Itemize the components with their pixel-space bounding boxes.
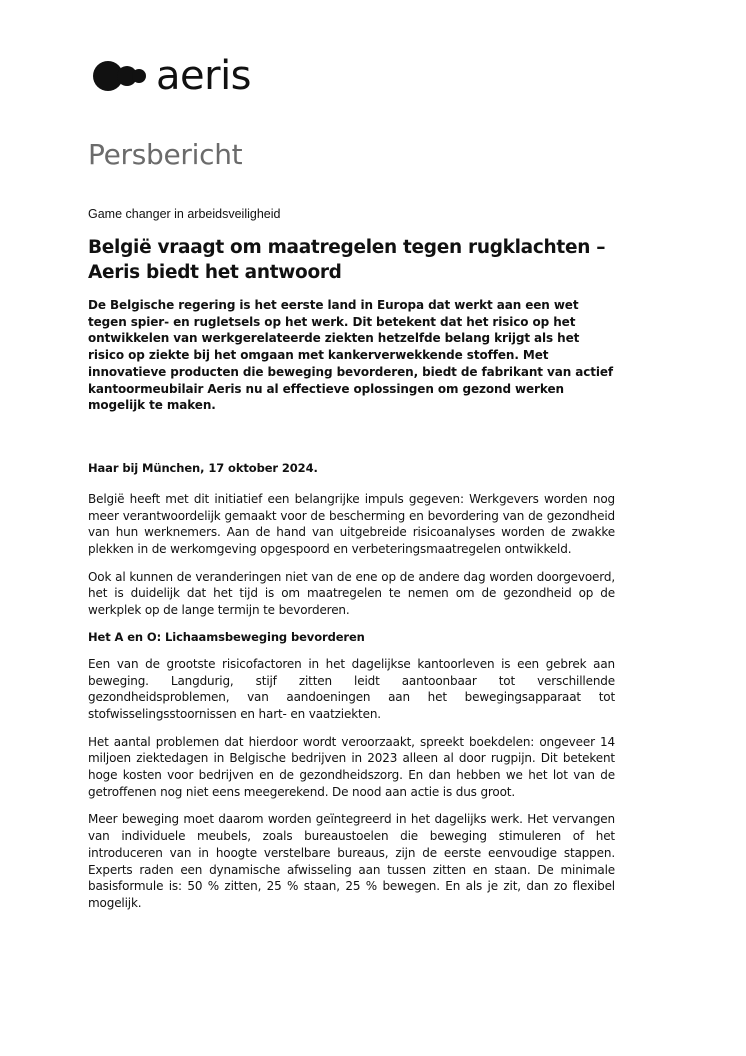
paragraph: Het aantal problemen dat hierdoor wordt veroorzaakt, spreekt boekdelen: ongeveer 14 miljoen ziektedagen in Belgische bedrijven in 2023 alleen al door rugpijn. Dit betekent hoge kosten voor bedrijven en de gezondheidszorg. En dan hebben we het lot van de getroffenen nog niet eens meegerekend. De nood aan actie is dus groot. [88,734,615,799]
brand-name: aeris [156,53,252,99]
lead-paragraph: De Belgische regering is het eerste land in Europa dat werkt aan een wet tegen spier- en rugletsels op het werk. Dit betekent dat het risico op het ontwikkelen van werkgerelateerde ziekten hetzelfde belang krijgt als het risico op ziekte bij het omgaan met kankerverwekkende stoffen. Met innovatieve producten die beweging bevorderen, biedt de fabrikant van actief kantoormeubilair Aeris nu al effectieve oplossingen om gezond werken mogelijk te maken. [88,298,614,413]
dateline: Haar bij München, 17 oktober 2024. [88,460,318,475]
paragraph: Ook al kunnen de veranderingen niet van de ene op de andere dag worden doorgevoerd, het is duidelijk dat het tijd is om maatregelen te nemen om de gezondheid op de werkplek op de lange termijn te bevorderen. [88,569,615,618]
paragraph: België heeft met dit initiatief een belangrijke impuls gegeven: Werkgevers worden nog meer verantwoordelijk gemaakt voor de bescherming en bevordering van de gezondheid van hun werknemers. Aan de hand van uitgebreide risicoanalyses worden de zwakke plekken in de werkomgeving opgespoord en verbeteringsmaatregelen ontwikkeld. [88,491,615,557]
section-heading: Het A en O: Lichaamsbeweging bevorderen [88,629,365,644]
document-type: Persbericht [88,138,243,171]
paragraph: Een van de grootste risicofactoren in het dagelijkse kantoorleven is een gebrek aan beweging. Langdurig, stijf zitten leidt aantoonbaar tot verschillende gezondheidsproblemen, van aandoeningen aan het bewegingsapparaat tot stofwisselingsstoornissen en hart- en vaatziekten. [88,656,615,721]
aeris-logo-mark-icon [90,56,148,96]
headline: België vraagt om maatregelen tegen rugklachten – Aeris biedt het antwoord [88,237,606,283]
brand-logo [90,54,251,98]
article-body [88,207,615,923]
paragraph: Meer beweging moet daarom worden geïntegreerd in het dagelijks werk. Het vervangen van individuele meubels, zoals bureaustoelen die beweging stimuleren of het introduceren van in hoogte verstelbare bureaus, zijn de eerste eenvoudige stappen. Experts raden een dynamische afwisseling aan tussen zitten en staan. De minimale basisformule is: 50 % zitten, 25 % staan, 25 % bewegen. En als je zit, dan zo flexibel mogelijk. [88,812,615,910]
kicker: Game changer in arbeidsveiligheid [88,207,281,221]
